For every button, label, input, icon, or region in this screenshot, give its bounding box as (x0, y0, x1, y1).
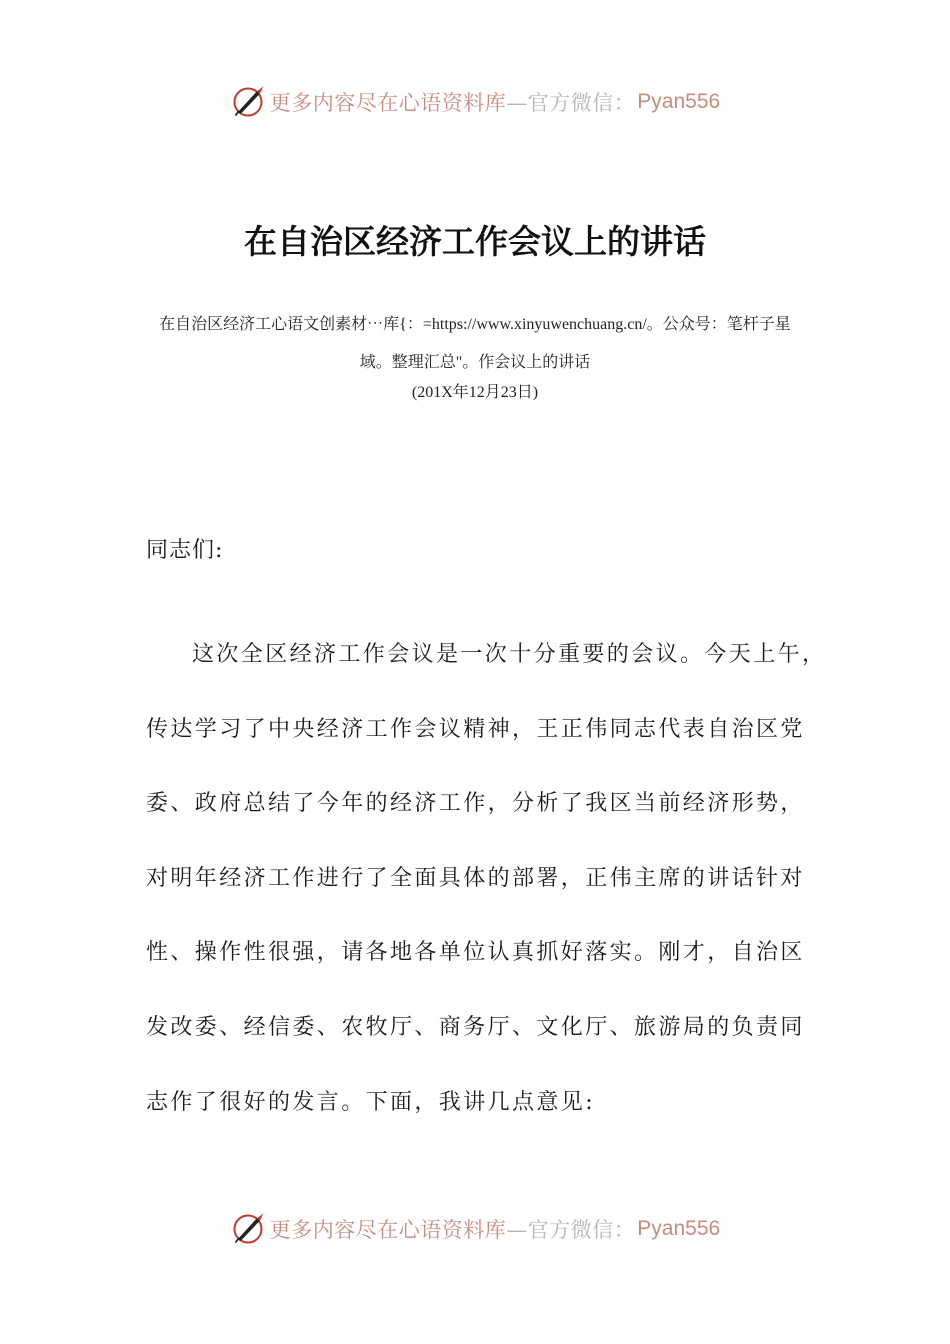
banner-text: 更多内容尽在心语资料库 (269, 1218, 507, 1242)
body-line: 委、政府总结了今年的经济工作，分析了我区当前经济形势， (146, 791, 805, 817)
body-line: 传达学习了中央经济工作会议精神，王正伟同志代表自治区党 (146, 716, 805, 742)
banner-separator: —官方微信： (506, 1218, 636, 1242)
quill-logo-icon (230, 1211, 266, 1247)
body-line: 对明年经济工作进行了全面具体的部署，正伟主席的讲话针对 (146, 865, 805, 891)
body-line: 性、操作性很强，请各地各单位认真抓好落实。刚才，自治区 (146, 940, 805, 966)
banner-separator: —官方微信： (506, 91, 636, 115)
subtitle-line-2: 域。整理汇总"。作会议上的讲话 (359, 354, 591, 371)
banner-wechat-id: Pyan556 (637, 90, 721, 113)
quill-logo-icon (230, 84, 266, 120)
body-paragraph (146, 618, 827, 1140)
banner-text: 更多内容尽在心语资料库 (269, 91, 507, 115)
subtitle-line-1: 在自治区经济工心语文创素材⋯库{：=https://www.xinyuwenchuang.cn/。公众号：笔杆子星 (159, 316, 791, 333)
header-banner (0, 80, 950, 124)
banner-wechat-id: Pyan556 (637, 1217, 721, 1240)
footer-banner (0, 1207, 950, 1251)
document-title: 在自治区经济工作会议上的讲话 (244, 222, 706, 261)
body-line: 这次全区经济工作会议是一次十分重要的会议。今天上午， (192, 642, 827, 667)
body-line: 志作了很好的发言。下面，我讲几点意见: (146, 1089, 596, 1115)
salutation: 同志们: (146, 538, 224, 563)
document-date: (201X年12月23日) (411, 384, 539, 401)
body-line: 发改委、经信委、农牧厅、商务厅、文化厅、旅游局的负责同 (146, 1014, 805, 1040)
document-subtitle (130, 306, 820, 382)
